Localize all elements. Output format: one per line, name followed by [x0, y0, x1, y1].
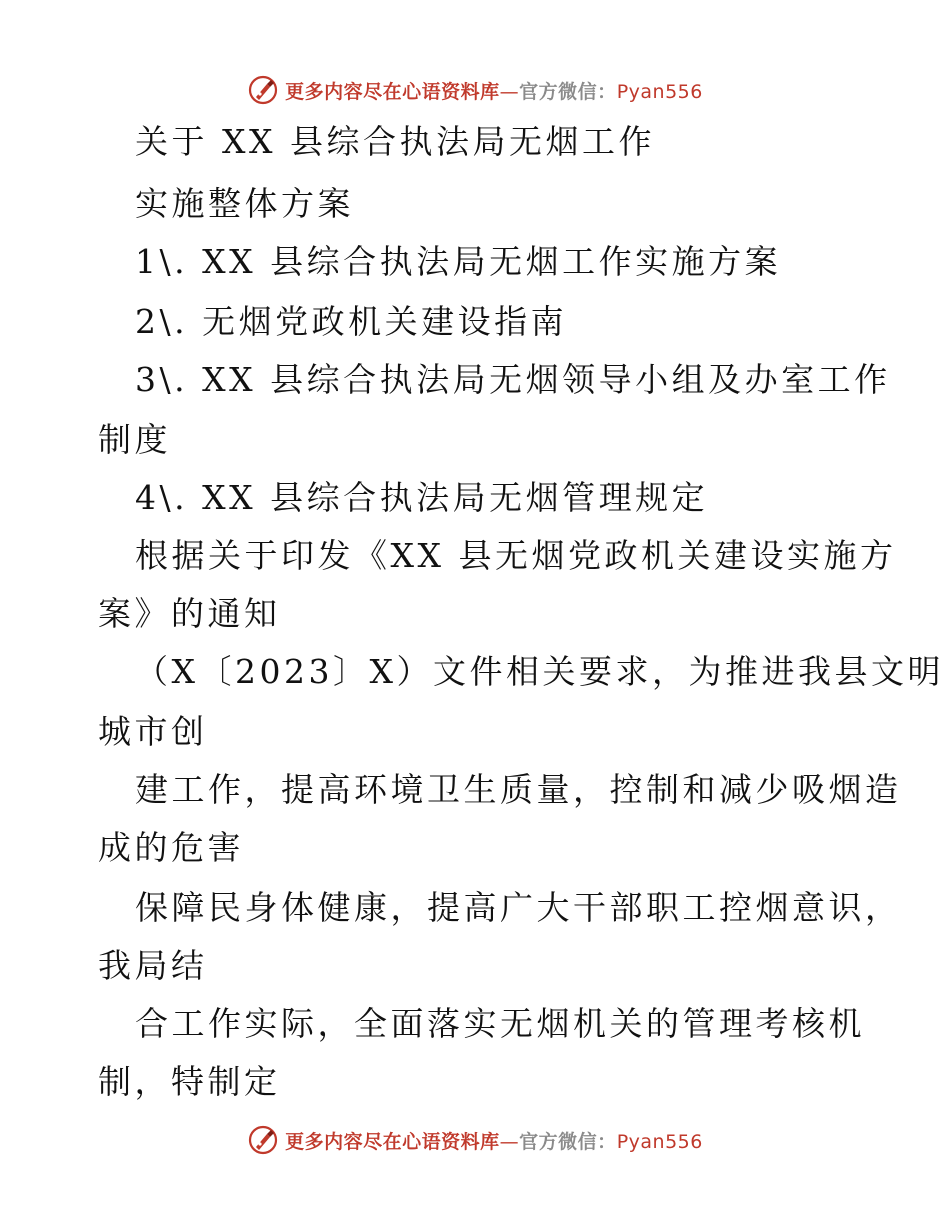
paragraph-line: 我局结 [98, 946, 208, 985]
banner-secondary-text: 官方微信： [519, 80, 617, 103]
paragraph-line: 根据关于印发《XX 县无烟党政机关建设实施方 [135, 536, 897, 575]
paragraph-line: 保障民身体健康，提高广大干部职工控烟意识， [135, 888, 902, 927]
banner-wechat-id: Pyan556 [616, 1130, 703, 1153]
banner-secondary-text: 官方微信： [519, 1130, 617, 1153]
list-item-3-cont: 制度 [98, 420, 171, 459]
banner-main-text: 更多内容尽在心语资料库 [285, 80, 500, 103]
header-banner [0, 70, 950, 110]
doc-title-line-2: 实施整体方案 [135, 184, 354, 223]
banner-wechat-id: Pyan556 [616, 80, 703, 103]
paragraph-line: （X〔2023〕X）文件相关要求，为推进我县文明 [135, 652, 944, 691]
paragraph-line: 建工作，提高环境卫生质量，控制和减少吸烟造 [135, 770, 902, 809]
paragraph-line: 制，特制定 [98, 1062, 281, 1101]
list-item-4: 4\. XX 县综合执法局无烟管理规定 [135, 478, 709, 517]
banner-dash: — [499, 1130, 520, 1153]
banner-main-text: 更多内容尽在心语资料库 [285, 1130, 500, 1153]
pen-logo-icon [247, 1124, 279, 1156]
list-item-2: 2\. 无烟党政机关建设指南 [135, 302, 568, 341]
paragraph-line: 城市创 [98, 712, 208, 751]
list-item-1: 1\. XX 县综合执法局无烟工作实施方案 [135, 242, 782, 281]
paragraph-line: 案》的通知 [98, 594, 281, 633]
paragraph-line: 合工作实际，全面落实无烟机关的管理考核机 [135, 1004, 865, 1043]
footer-banner [0, 1120, 950, 1160]
banner-dash: — [499, 80, 520, 103]
pen-logo-icon [247, 74, 279, 106]
list-item-3: 3\. XX 县综合执法局无烟领导小组及办室工作 [135, 360, 891, 399]
doc-title-line-1: 关于 XX 县综合执法局无烟工作 [135, 122, 655, 161]
paragraph-line: 成的危害 [98, 828, 244, 867]
